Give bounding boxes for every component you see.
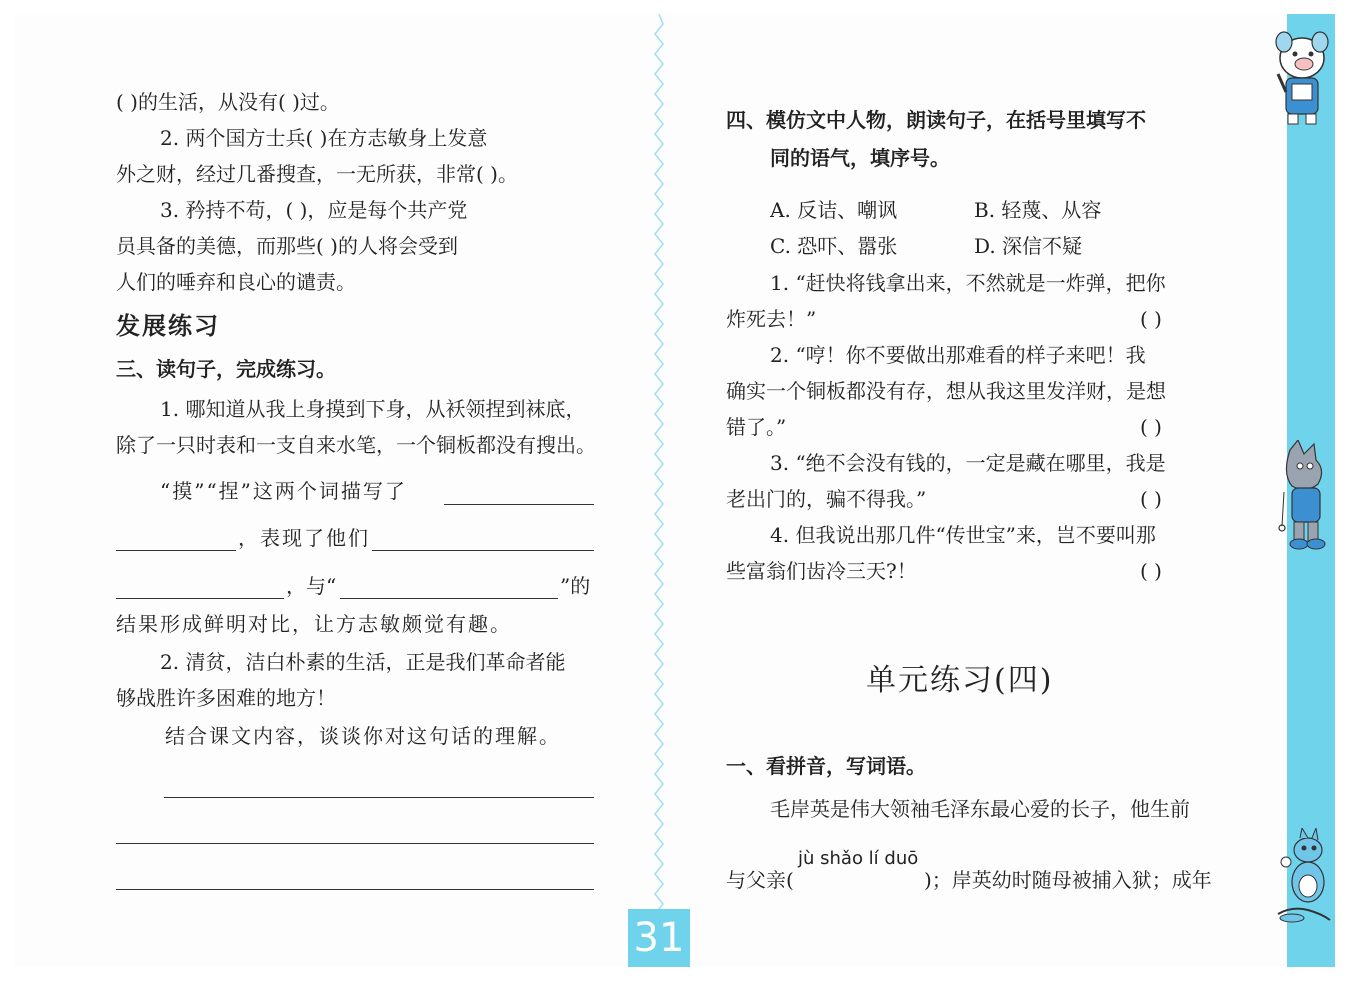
item-2-line-c: 错了。” xyxy=(726,415,787,439)
answer-line[interactable] xyxy=(164,797,594,798)
item-4-line-a: 4. 但我说出那几件“传世宝”来，岂不要叫那 xyxy=(770,523,1156,547)
option-c: C. 恐吓、嚣张 xyxy=(770,234,898,258)
fill-prompt-1: “摸”“捏”这两个词描写了 xyxy=(160,479,407,503)
fill-line-1: ( )的生活，从没有( )过。 xyxy=(116,90,340,114)
cartoon-kangaroo-icon xyxy=(1272,828,1334,928)
fill-prompt-2: ，表现了他们 xyxy=(238,526,370,550)
item-3-line-b: 员具备的美德，而那些( )的人将会受到 xyxy=(116,234,458,258)
item-3-line-a: 3. 矜持不苟，( )，应是每个共产党 xyxy=(160,198,468,222)
answer-line[interactable] xyxy=(116,843,594,844)
option-a: A. 反诘、嘲讽 xyxy=(770,198,898,222)
answer-line[interactable] xyxy=(116,598,284,599)
item-1-line-a: 1. “赶快将钱拿出来，不然就是一炸弹，把你 xyxy=(770,271,1166,295)
item-3-line-b: 老出门的，骗不得我。” xyxy=(726,487,927,511)
answer-line[interactable] xyxy=(372,550,594,551)
part-4-title-a: 四、模仿文中人物，朗读句子，在括号里填写不 xyxy=(726,108,1146,132)
sentence-1-line-b: 除了一只时表和一支自来水笔，一个铜板都没有搜出。 xyxy=(116,433,596,457)
answer-line[interactable] xyxy=(116,550,236,551)
part-4-title-b: 同的语气，填序号。 xyxy=(770,146,950,170)
fill-prompt-3a: ，与“ xyxy=(286,574,337,598)
unit-text-line-a: 毛岸英是伟大领袖毛泽东最心爱的长子，他生前 xyxy=(770,797,1190,821)
unit-text-line-b-pre: 与父亲( xyxy=(726,868,794,892)
item-3-line-c: 人们的唾弃和良心的谴责。 xyxy=(116,270,356,294)
answer-line[interactable] xyxy=(444,504,594,505)
answer-paren[interactable]: ( ) xyxy=(1140,487,1162,511)
answer-paren[interactable]: ( ) xyxy=(1140,415,1162,439)
cartoon-wolf-icon xyxy=(1270,440,1334,552)
answer-line[interactable] xyxy=(116,889,594,890)
item-3-line-a: 3. “绝不会没有钱的，一定是藏在哪里，我是 xyxy=(770,451,1166,475)
answer-paren[interactable]: ( ) xyxy=(1140,559,1162,583)
page-fold xyxy=(652,14,666,909)
unit-title: 单元练习(四) xyxy=(866,663,1054,698)
item-2-line-b: 外之财，经过几番搜查，一无所获，非常( )。 xyxy=(116,162,518,186)
question-prompt: 结合课文内容，谈谈你对这句话的理解。 xyxy=(165,724,561,748)
sentence-2-line-a: 2. 清贫，洁白朴素的生活，正是我们革命者能 xyxy=(160,650,566,674)
fill-prompt-3b: ”的 xyxy=(560,574,591,598)
option-d: D. 深信不疑 xyxy=(974,234,1083,258)
answer-paren[interactable]: ( ) xyxy=(1140,307,1162,331)
option-b: B. 轻蔑、从容 xyxy=(974,198,1102,222)
fill-prompt-4: 结果形成鲜明对比，让方志敏颇觉有趣。 xyxy=(116,612,512,636)
item-2-line-a: 2. “哼！你不要做出那难看的样子来吧！我 xyxy=(770,343,1146,367)
part-3-title: 三、读句子，完成练习。 xyxy=(116,357,336,381)
item-2-line-b: 确实一个铜板都没有存，想从我这里发洋财，是想 xyxy=(726,379,1166,403)
unit-part-1-title: 一、看拼音，写词语。 xyxy=(726,754,926,778)
item-2-line-a: 2. 两个国方士兵( )在方志敏身上发意 xyxy=(160,126,488,150)
page-number: 31 xyxy=(628,909,690,967)
sentence-2-line-b: 够战胜许多困难的地方！ xyxy=(116,686,336,710)
unit-text-line-b-post: )；岸英幼时随母被捕入狱；成年 xyxy=(924,868,1212,892)
item-1-line-b: 炸死去！” xyxy=(726,307,817,331)
section-title: 发展练习 xyxy=(116,312,220,340)
sentence-1-line-a: 1. 哪知道从我上身摸到下身，从袄领捏到袜底， xyxy=(160,397,586,421)
pinyin-hint: jù shǎo lí duō xyxy=(798,848,919,869)
item-4-line-b: 些富翁们齿冷三天?！ xyxy=(726,559,917,583)
cartoon-pig-icon xyxy=(1266,30,1334,126)
answer-line[interactable] xyxy=(340,598,558,599)
